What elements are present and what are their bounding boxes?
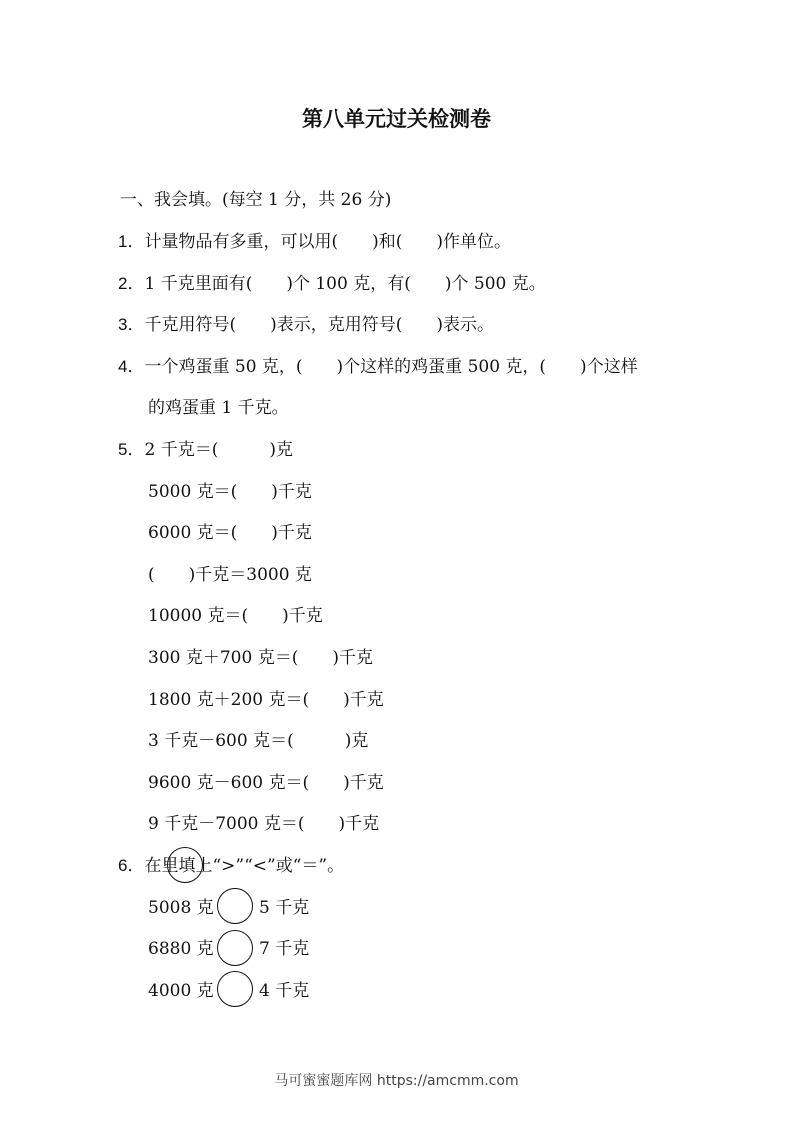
question-item: ( )千克＝3000 克: [148, 565, 312, 585]
question-text: 千克用符号( )表示，克用符号( )表示。: [144, 315, 494, 335]
question-text: 计量物品有多重，可以用( )和( )作单位。: [144, 232, 511, 252]
question-number: 3．: [118, 315, 145, 334]
question-number: 2．: [118, 274, 145, 293]
compare-right: 4 千克: [259, 981, 310, 1001]
compare-left: 5008 克: [148, 898, 214, 918]
question-number: 4．: [118, 357, 145, 376]
question-2: [118, 273, 546, 295]
question-item: 5000 克＝( )千克: [148, 482, 312, 502]
page-title: 第八单元过关检测卷: [302, 107, 491, 131]
question-number: 6．: [118, 856, 145, 875]
question-number: 1．: [118, 232, 145, 251]
inline-circle-icon: [167, 847, 203, 883]
question-item: 6000 克＝( )千克: [148, 523, 312, 543]
question-number: 5．: [118, 440, 145, 459]
question-item: 10000 克＝( )千克: [148, 606, 323, 626]
footer-watermark: 马可蜜蜜题库网 https://amcmm.com: [274, 1073, 519, 1089]
compare-left: 6880 克: [148, 939, 214, 959]
question-item: 9 千克－7000 克＝( )千克: [148, 814, 380, 834]
question-item: 3 千克－600 克＝( )克: [148, 731, 369, 751]
question-text: 一个鸡蛋重 50 克，( )个这样的鸡蛋重 500 克，( )个这样: [144, 357, 638, 377]
question-5: [118, 439, 293, 461]
question-item: 1800 克＋200 克＝( )千克: [148, 690, 384, 710]
question-text: 在里填上“>”“<”或“＝”。: [144, 856, 345, 876]
section-heading: 一、我会填。(每空 1 分，共 26 分): [120, 190, 392, 210]
compare-left: 4000 克: [148, 981, 214, 1001]
compare-right: 7 千克: [259, 939, 310, 959]
question-4-continued: 的鸡蛋重 1 千克。: [148, 398, 289, 418]
question-item: 9600 克－600 克＝( )千克: [148, 773, 384, 793]
question-1: [118, 231, 511, 253]
answer-circle[interactable]: [217, 888, 253, 924]
question-text: 1 千克里面有( )个 100 克，有( )个 500 克。: [144, 274, 546, 294]
answer-circle[interactable]: [217, 930, 253, 966]
question-item: 300 克＋700 克＝( )千克: [148, 648, 373, 668]
compare-right: 5 千克: [259, 898, 310, 918]
question-6: [118, 855, 344, 877]
question-3: [118, 314, 494, 336]
question-item: 2 千克＝( )克: [144, 440, 293, 460]
answer-circle[interactable]: [217, 971, 253, 1007]
question-4: [118, 356, 638, 378]
